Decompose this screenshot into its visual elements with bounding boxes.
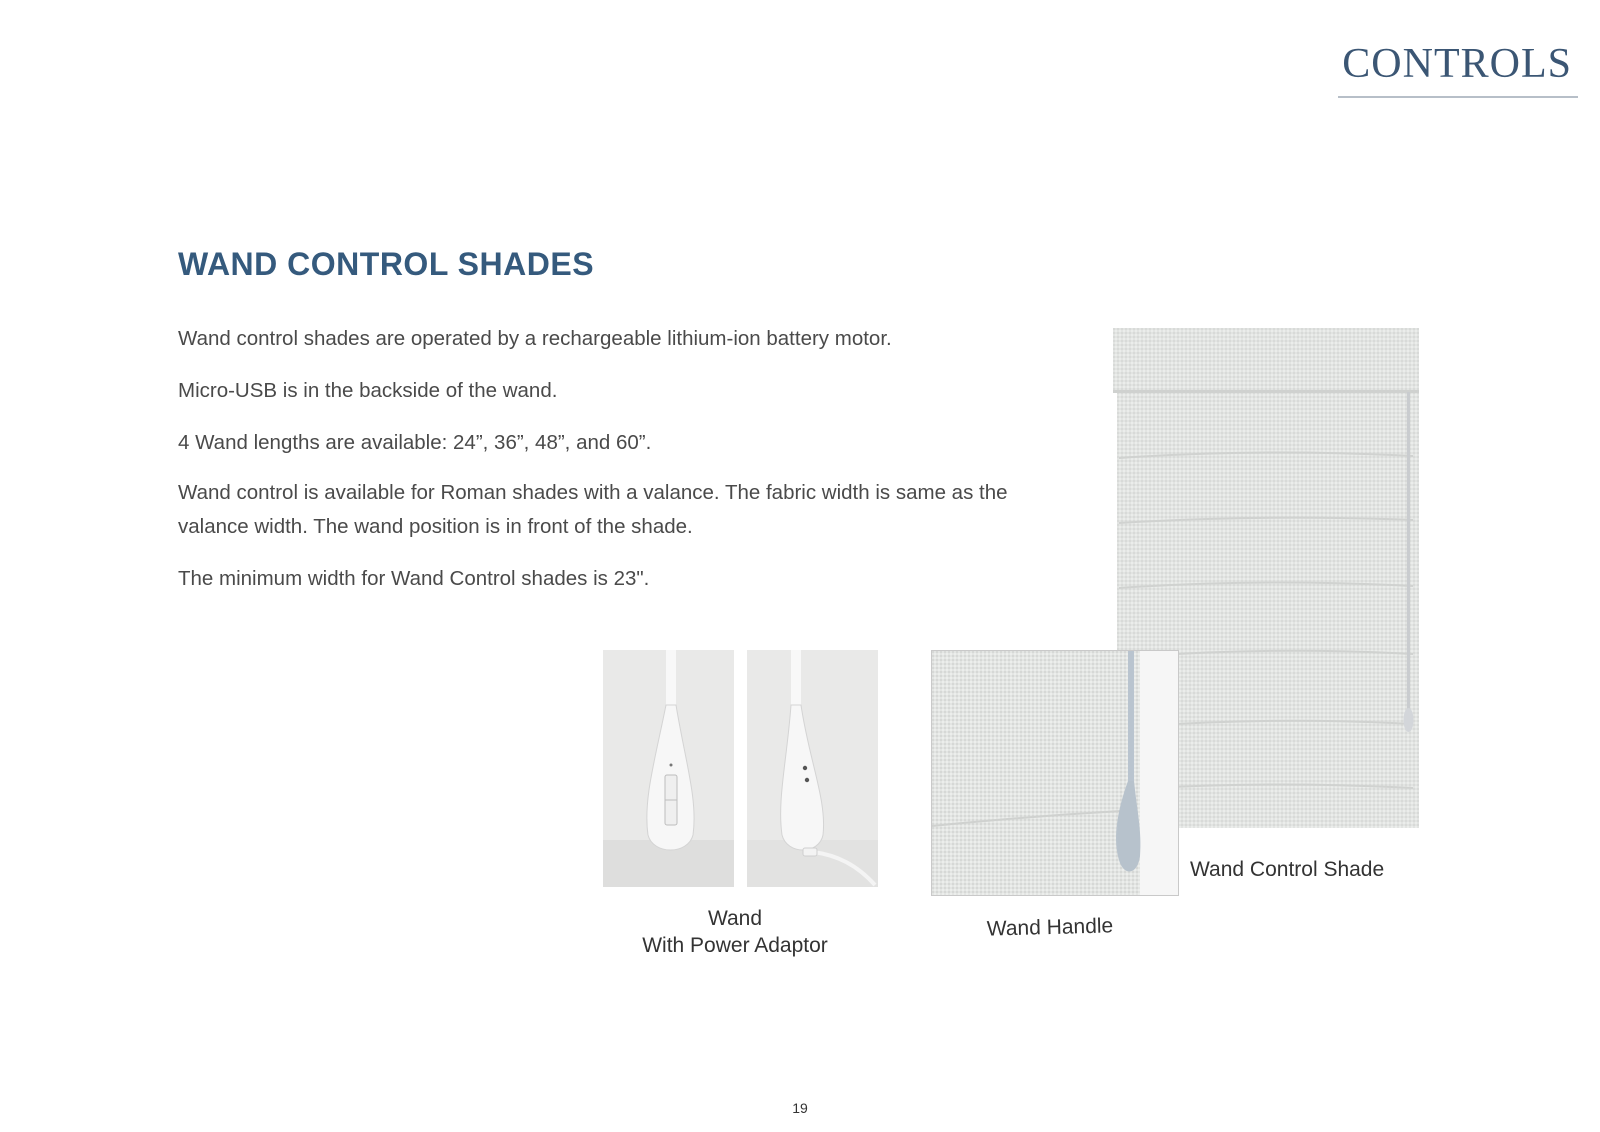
paragraph-battery: Wand control shades are operated by a rechargeable lithium-ion battery motor. [178, 327, 892, 350]
header-divider [1338, 96, 1578, 98]
page-header-title: CONTROLS [1342, 41, 1572, 87]
paragraph-micro-usb: Micro-USB is in the backside of the wand. [178, 379, 558, 402]
paragraph-wand-lengths: 4 Wand lengths are available: 24”, 36”, 48”, and 60”. [178, 431, 652, 454]
caption-wand-line2: With Power Adaptor [642, 934, 828, 957]
page-number: 19 [792, 1100, 808, 1116]
paragraph-min-width: The minimum width for Wand Control shades is 23". [178, 567, 650, 590]
caption-wand-control-shade: Wand Control Shade [1190, 858, 1385, 881]
wand-handle-image [931, 650, 1179, 896]
caption-wand-line1: Wand [707, 907, 763, 930]
wand-back-image [747, 650, 878, 887]
wand-front-image [603, 650, 734, 887]
section-title: WAND CONTROL SHADES [178, 246, 595, 282]
caption-wand-handle: Wand Handle [986, 914, 1114, 941]
paragraph-valance: Wand control is available for Roman shades with a valance. The fabric width is same as the valance width. The wand position is in front of the shade. [178, 481, 1008, 538]
